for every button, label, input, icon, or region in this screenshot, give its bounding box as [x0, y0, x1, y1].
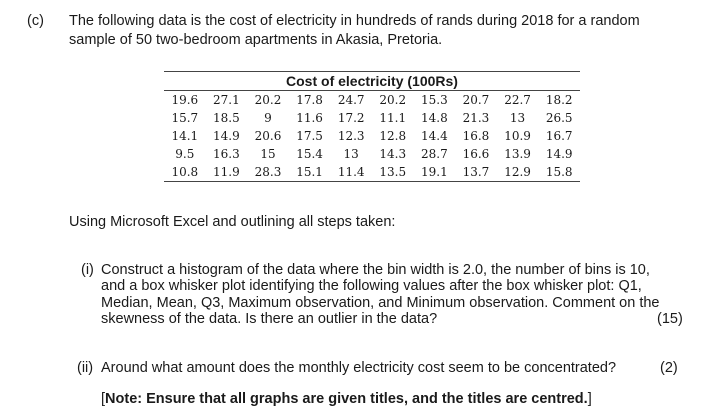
table-cell: 11.1 — [379, 111, 407, 125]
table-cell: 11.6 — [296, 111, 323, 125]
table-cell: 14.9 — [213, 129, 240, 143]
table-cell: 15.7 — [171, 111, 199, 125]
note-text — [101, 390, 592, 408]
table-cell: 13 — [509, 111, 526, 125]
table-row — [164, 127, 580, 145]
note-open-bracket: [ — [101, 391, 106, 407]
item-ii-marks: (2) — [660, 360, 678, 376]
table-cell: 16.3 — [213, 147, 240, 161]
table-cell: 20.2 — [379, 93, 407, 107]
table-cell: 10.9 — [504, 129, 531, 143]
item-i-text-line-1: Construct a histogram of the data where the bin width is 2.0, the number of bins is 10, — [101, 262, 650, 278]
table-bottom-rule — [164, 181, 580, 182]
table-cell: 14.4 — [421, 129, 448, 143]
table-cell: 27.1 — [213, 93, 240, 107]
table-cell: 28.7 — [421, 147, 448, 161]
table-cell: 20.7 — [462, 93, 490, 107]
table-cell: 20.6 — [254, 129, 282, 143]
table-cell: 17.2 — [337, 111, 365, 125]
table-cell: 9.5 — [175, 147, 195, 161]
item-ii-text: Around what amount does the monthly electricity cost seem to be concentrated? — [101, 360, 617, 376]
table-cell: 14.1 — [171, 129, 199, 143]
table-cell: 19.1 — [421, 165, 448, 179]
table-cell: 22.7 — [504, 93, 531, 107]
table-cell: 13.7 — [462, 165, 490, 179]
table-cell: 9 — [264, 111, 272, 125]
table-cell: 12.3 — [337, 129, 365, 143]
table-cell: 20.2 — [254, 93, 282, 107]
intro-text-line-2: sample of 50 two-bedroom apartments in Akasia, Pretoria. — [69, 32, 443, 48]
table-cell: 12.9 — [504, 165, 531, 179]
note-bold-text: Note: Ensure that all graphs are given titles, and the titles are centred. — [105, 391, 588, 407]
data-table — [164, 71, 580, 182]
table-cell: 24.7 — [337, 93, 365, 107]
note-close-bracket: ] — [587, 391, 592, 407]
table-row — [164, 91, 580, 109]
table-cell: 16.7 — [545, 129, 573, 143]
table-cell: 13.5 — [379, 165, 407, 179]
table-cell: 14.3 — [379, 147, 407, 161]
item-i-marks: (15) — [657, 311, 683, 327]
table-cell: 11.4 — [337, 165, 365, 179]
table-cell: 15.8 — [545, 165, 573, 179]
table-cell: 15.4 — [296, 147, 323, 161]
table-cell: 10.8 — [171, 165, 199, 179]
item-ii-label: (ii) — [77, 360, 94, 376]
item-i-label: (i) — [81, 262, 94, 278]
data-table-body — [164, 91, 580, 181]
table-cell: 26.5 — [545, 111, 573, 125]
instruction-text: Using Microsoft Excel and outlining all steps taken: — [69, 214, 396, 230]
table-title: Cost of electricity (100Rs) — [286, 73, 458, 89]
table-cell: 13.9 — [504, 147, 531, 161]
table-cell: 17.5 — [296, 129, 323, 143]
table-cell: 16.6 — [462, 147, 490, 161]
table-cell: 15.3 — [421, 93, 448, 107]
table-cell: 15 — [260, 147, 276, 161]
table-cell: 18.2 — [545, 93, 573, 107]
table-cell: 18.5 — [213, 111, 240, 125]
table-cell: 21.3 — [462, 111, 490, 125]
table-cell: 16.8 — [462, 129, 490, 143]
table-row — [164, 163, 580, 181]
table-cell: 13 — [343, 147, 359, 161]
table-row — [164, 109, 580, 127]
item-i-text-line-3: Median, Mean, Q3, Maximum observation, and Minimum observation. Comment on the — [101, 295, 660, 311]
table-cell: 19.6 — [171, 93, 199, 107]
table-cell: 12.8 — [379, 129, 407, 143]
table-cell: 11.9 — [213, 165, 240, 179]
table-cell: 28.3 — [254, 165, 282, 179]
intro-text-line-1: The following data is the cost of electricity in hundreds of rands during 2018 for a random — [69, 13, 640, 29]
item-i-text-line-4: skewness of the data. Is there an outlier in the data? — [101, 311, 438, 327]
table-cell: 15.1 — [296, 165, 323, 179]
table-row — [164, 145, 580, 163]
table-cell: 14.8 — [421, 111, 448, 125]
table-cell: 17.8 — [296, 93, 323, 107]
part-c-label: (c) — [27, 13, 44, 29]
table-cell: 14.9 — [545, 147, 573, 161]
item-i-text-line-2: and a box whisker plot identifying the following values after the box whisker plot: Q1, — [101, 278, 642, 294]
